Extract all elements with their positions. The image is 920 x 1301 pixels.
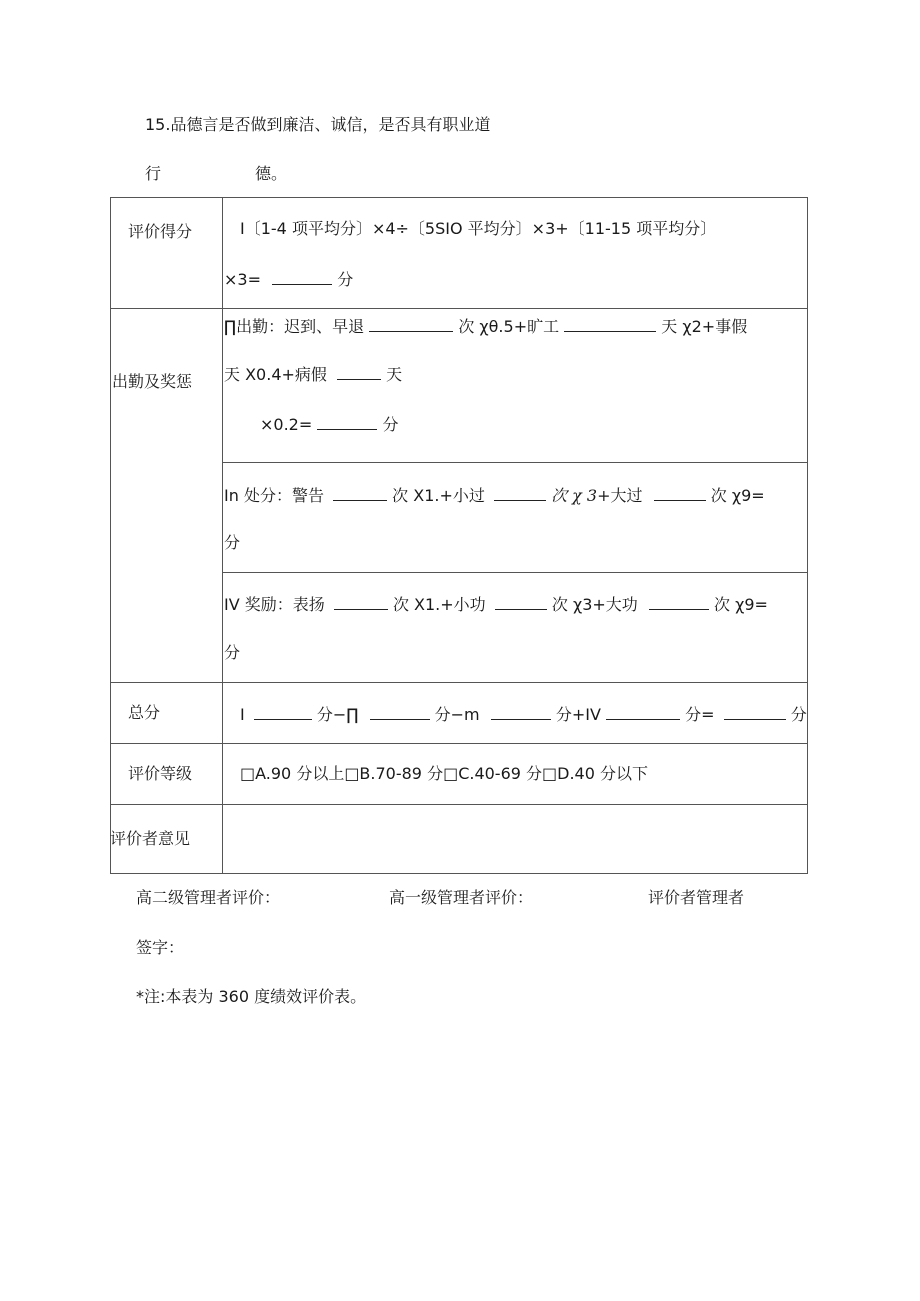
attendance-text-c: 天 χ2+事假 — [661, 317, 748, 336]
reward-text-a: IV 奖励：表扬 — [224, 595, 325, 614]
total-part4-blank[interactable] — [606, 705, 680, 720]
footnote: *注:本表为 360 度绩效评价表。 — [136, 987, 367, 1006]
absent-days-blank[interactable] — [564, 317, 656, 332]
total-text-e: 分= — [685, 705, 715, 724]
punishment-text-d: 大过 — [610, 486, 643, 505]
punishment-line1 — [224, 486, 765, 504]
signature-label: 签字： — [136, 938, 185, 957]
sick-days-blank[interactable] — [337, 365, 381, 380]
major-demerit-blank[interactable] — [654, 486, 706, 501]
evaluator-manager-label: 评价者管理者 — [648, 888, 745, 907]
punishment-text-a: In 处分：警告 — [224, 486, 324, 505]
total-text-d: 分+IV — [555, 705, 601, 724]
punishment-text-c: 次 χ 3+ — [551, 486, 611, 505]
total-part2-blank[interactable] — [370, 705, 430, 720]
reward-line2: 分 — [224, 643, 241, 662]
total-label: 总分 — [128, 703, 161, 722]
attendance-label: 出勤及奖惩 — [112, 372, 193, 391]
warning-count-blank[interactable] — [333, 486, 387, 501]
attendance-text-d: 天 X0.4+病假 — [224, 365, 327, 384]
score-label: 评价得分 — [128, 222, 193, 241]
attendance-score-blank[interactable] — [317, 415, 377, 430]
opinion-field[interactable] — [224, 812, 804, 870]
total-text-c: 分−m — [434, 705, 480, 724]
punishment-text-e: 次 χ9= — [710, 486, 765, 505]
reward-line1 — [224, 595, 768, 613]
total-formula — [240, 705, 807, 723]
grade-options[interactable]: □A.90 分以上□B.70-89 分□C.40-69 分□D.40 分以下 — [240, 764, 648, 783]
item15-char-de: 德。 — [255, 164, 288, 183]
punishment-line2: 分 — [224, 533, 241, 552]
major-merit-blank[interactable] — [649, 595, 709, 610]
score-formula-line2 — [224, 270, 353, 288]
opinion-label: 评价者意见 — [110, 829, 191, 848]
attendance-text-e: 天 — [386, 365, 403, 384]
total-part1-blank[interactable] — [254, 705, 312, 720]
total-text-f: 分 — [790, 705, 807, 724]
late-count-blank[interactable] — [369, 317, 453, 332]
total-text-a: I — [240, 705, 245, 724]
total-text-b: 分−∏ — [316, 705, 359, 724]
praise-count-blank[interactable] — [334, 595, 388, 610]
attendance-line3 — [260, 415, 398, 433]
total-result-blank[interactable] — [724, 705, 786, 720]
reward-text-c: 次 χ3+大功 — [551, 595, 638, 614]
senior-level2-evaluation-label: 高二级管理者评价： — [136, 888, 281, 907]
minor-demerit-blank[interactable] — [494, 486, 546, 501]
score-line2-suffix: 分 — [337, 270, 354, 289]
attendance-text-f: ×0.2= — [260, 415, 313, 434]
attendance-text-a: ∏出勤：迟到、早退 — [224, 317, 365, 336]
score-formula-line1: I〔1-4 项平均分〕×4÷〔5SIO 平均分〕×3+〔11-15 项平均分〕 — [240, 219, 717, 238]
attendance-line2 — [224, 365, 402, 383]
reward-text-b: 次 X1.+小功 — [392, 595, 486, 614]
attendance-line1 — [224, 317, 747, 335]
attendance-text-b: 次 χθ.5+旷工 — [458, 317, 560, 336]
attendance-text-g: 分 — [382, 415, 399, 434]
reward-text-d: 次 χ9= — [713, 595, 768, 614]
score-line2-prefix: ×3= — [224, 270, 261, 289]
punishment-text-b: 次 X1.+小过 — [392, 486, 485, 505]
item15-char-xing: 行 — [145, 164, 162, 183]
item15-text: 15.品德言是否做到廉洁、诚信，是否具有职业道 — [145, 115, 491, 134]
senior-level1-evaluation-label: 高一级管理者评价： — [389, 888, 534, 907]
minor-merit-blank[interactable] — [495, 595, 547, 610]
score-blank[interactable] — [272, 270, 332, 285]
grade-label: 评价等级 — [128, 764, 193, 783]
total-part3-blank[interactable] — [491, 705, 551, 720]
